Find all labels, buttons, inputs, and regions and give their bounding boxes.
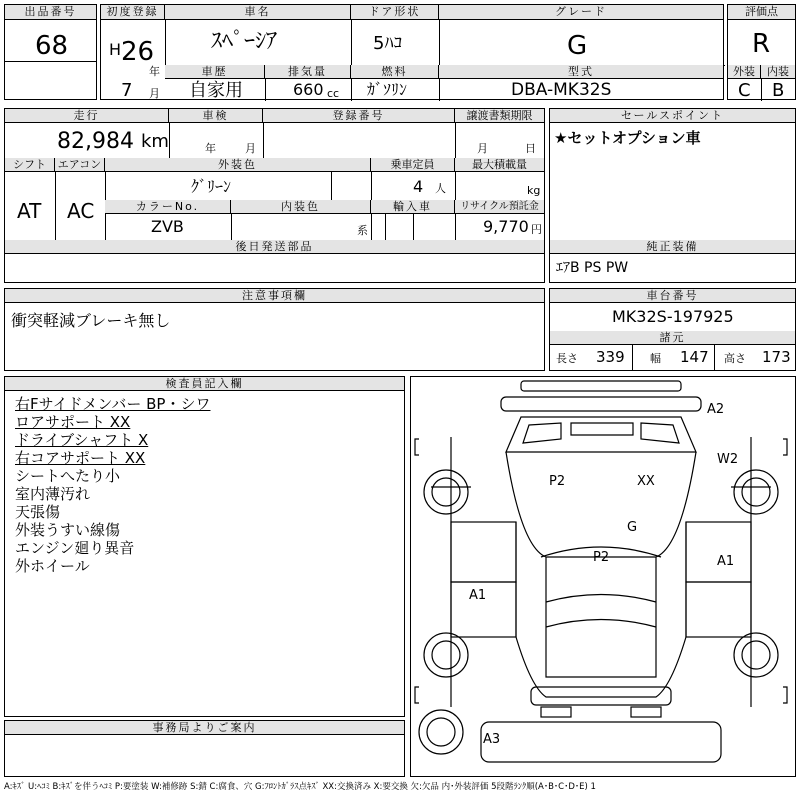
- inspector-line: 天張傷: [15, 503, 61, 521]
- color-no: ZVB: [151, 217, 184, 236]
- sales-point-label: セールスポイント: [550, 109, 795, 123]
- damage-mark: G: [627, 520, 638, 535]
- int-color-unit: 系: [357, 224, 368, 237]
- vehicle-info-box: [4, 108, 545, 283]
- damage-mark: A1: [469, 588, 487, 603]
- fuel: ｶﾞｿﾘﾝ: [367, 80, 408, 99]
- height: 173: [762, 348, 791, 366]
- inspector-line: 外ホイール: [15, 557, 90, 575]
- color-no-label: カラーNo.: [105, 200, 231, 214]
- ext-color-label: 外装色: [105, 158, 371, 172]
- displacement-unit: cc: [327, 87, 340, 100]
- damage-mark: P2: [593, 550, 610, 565]
- later-parts-label: 後日発送部品: [5, 240, 544, 254]
- inspector-line: 外装うすい線傷: [15, 521, 121, 539]
- inspection-month-unit: 月: [245, 142, 256, 155]
- capacity-label: 乗車定員: [371, 158, 455, 172]
- inspector-line: 右コアサポート XX: [15, 449, 146, 467]
- header-row1: [100, 4, 724, 100]
- lot-number-label: 出品番号: [5, 5, 96, 20]
- damage-mark: A1: [717, 554, 735, 569]
- fuel-label: 燃料: [351, 65, 439, 79]
- recycle-unit: 円: [531, 223, 542, 236]
- reg-year: 26: [121, 37, 155, 67]
- inspector-line: エンジン廻り異音: [15, 539, 135, 557]
- shift-label: シフト: [5, 158, 55, 172]
- ac: AC: [67, 199, 95, 223]
- displacement: 660: [293, 80, 324, 99]
- reg-month: 7: [121, 80, 133, 101]
- recycle-fee: 9,770: [483, 217, 529, 236]
- score-label: 評価点: [728, 5, 795, 20]
- car-diagram: [410, 376, 796, 777]
- inspection-label: 車検: [169, 109, 263, 123]
- grade-label: グレード: [439, 5, 723, 20]
- chassis-number: MK32S-197925: [612, 307, 734, 326]
- sales-point-box: [549, 108, 796, 283]
- ext-color: ｸﾞﾘｰﾝ: [191, 177, 232, 196]
- capacity: 4: [413, 177, 424, 196]
- displacement-label: 排気量: [265, 65, 351, 79]
- import-label: 輸入車: [371, 200, 455, 214]
- recycle-label: リサイクル預託金: [455, 200, 544, 214]
- door-label: ドア形状: [351, 5, 439, 20]
- inspector-line: ロアサポート XX: [15, 413, 131, 431]
- interior-score: B: [772, 80, 785, 101]
- history-label: 車歴: [165, 65, 265, 79]
- inspector-label: 検査員記入欄: [5, 377, 404, 391]
- mileage: 82,984: [57, 129, 134, 154]
- inspector-line: シートへたり小: [15, 467, 121, 485]
- history: 自家用: [189, 80, 243, 101]
- reg-number-label: 登録番号: [263, 109, 455, 123]
- legend: A:ｷｽﾞ U:ﾍｺﾐ B:ｷｽﾞを伴うﾍｺﾐ P:要塗装 W:補修跡 S:錆 C:腐食、穴 G:ﾌﾛﾝﾄｶﾞﾗｽ点ｷｽﾞ XX:交換済み X:要交換 欠:欠品 内･外装評価 5段階ﾗﾝｸ順(A･B･C･D･E) 1: [4, 782, 596, 792]
- height-label: 高さ: [724, 352, 746, 365]
- inspector-line: 室内薄汚れ: [15, 485, 91, 503]
- capacity-unit: 人: [435, 182, 446, 195]
- mileage-label: 走行: [5, 109, 169, 123]
- damage-mark: P2: [549, 474, 566, 489]
- grade: G: [567, 31, 588, 61]
- first-reg-label: 初度登録: [101, 5, 165, 20]
- chassis-label: 車台番号: [550, 289, 795, 303]
- transfer-day-unit: 日: [525, 142, 536, 155]
- inspector-box: [4, 376, 405, 717]
- genuine-equipment: ｴｱB PS PW: [556, 260, 629, 276]
- shift: AT: [17, 199, 42, 223]
- car-name: ｽﾍﾟｰｼｱ: [211, 29, 278, 54]
- car-name-label: 車名: [165, 5, 351, 20]
- lot-number-box: [4, 4, 97, 100]
- model-label: 型式: [439, 65, 723, 79]
- car-outline-diagram: [411, 377, 795, 776]
- era: H: [109, 40, 122, 59]
- int-color-label: 内装色: [231, 200, 371, 214]
- lot-number: 68: [35, 31, 69, 61]
- length: 339: [596, 348, 625, 366]
- notes-text: 衝突軽減ブレーキ無し: [11, 311, 171, 330]
- damage-mark: A2: [707, 402, 725, 417]
- width: 147: [680, 348, 709, 366]
- door-type: 5ﾊｺ: [373, 33, 403, 54]
- notes-box: [4, 288, 545, 371]
- notes-label: 注意事項欄: [5, 289, 544, 303]
- genuine-equipment-label: 純正装備: [550, 240, 795, 254]
- width-label: 幅: [650, 352, 661, 365]
- office-box: [4, 720, 405, 777]
- chassis-box: [549, 288, 796, 371]
- ac-label: エアコン: [55, 158, 105, 172]
- model: DBA-MK32S: [511, 80, 612, 100]
- exterior-label: 外装: [728, 65, 761, 79]
- score: R: [752, 29, 771, 59]
- mileage-unit: km: [141, 131, 169, 152]
- transfer-month-unit: 月: [477, 142, 488, 155]
- length-label: 長さ: [556, 352, 578, 365]
- inspection-year-unit: 年: [205, 142, 216, 155]
- sales-point: ★セットオプション車: [554, 129, 701, 147]
- interior-label: 内装: [761, 65, 795, 79]
- score-box: [727, 4, 796, 100]
- damage-mark: A3: [483, 732, 501, 747]
- inspector-line: ドライブシャフト X: [15, 431, 149, 449]
- damage-mark: W2: [717, 452, 739, 467]
- max-load-unit: kg: [527, 184, 541, 197]
- max-load-label: 最大積載量: [455, 158, 544, 172]
- damage-mark: XX: [637, 474, 655, 489]
- exterior-score: C: [738, 80, 751, 101]
- office-label: 事務局よりご案内: [5, 721, 404, 735]
- inspector-line: 右Fサイドメンバー BP・シワ: [15, 395, 211, 413]
- dims-label: 諸元: [550, 331, 795, 345]
- transfer-doc-label: 譲渡書類期限: [455, 109, 544, 123]
- year-unit: 年: [149, 65, 160, 78]
- month-unit: 月: [149, 87, 160, 100]
